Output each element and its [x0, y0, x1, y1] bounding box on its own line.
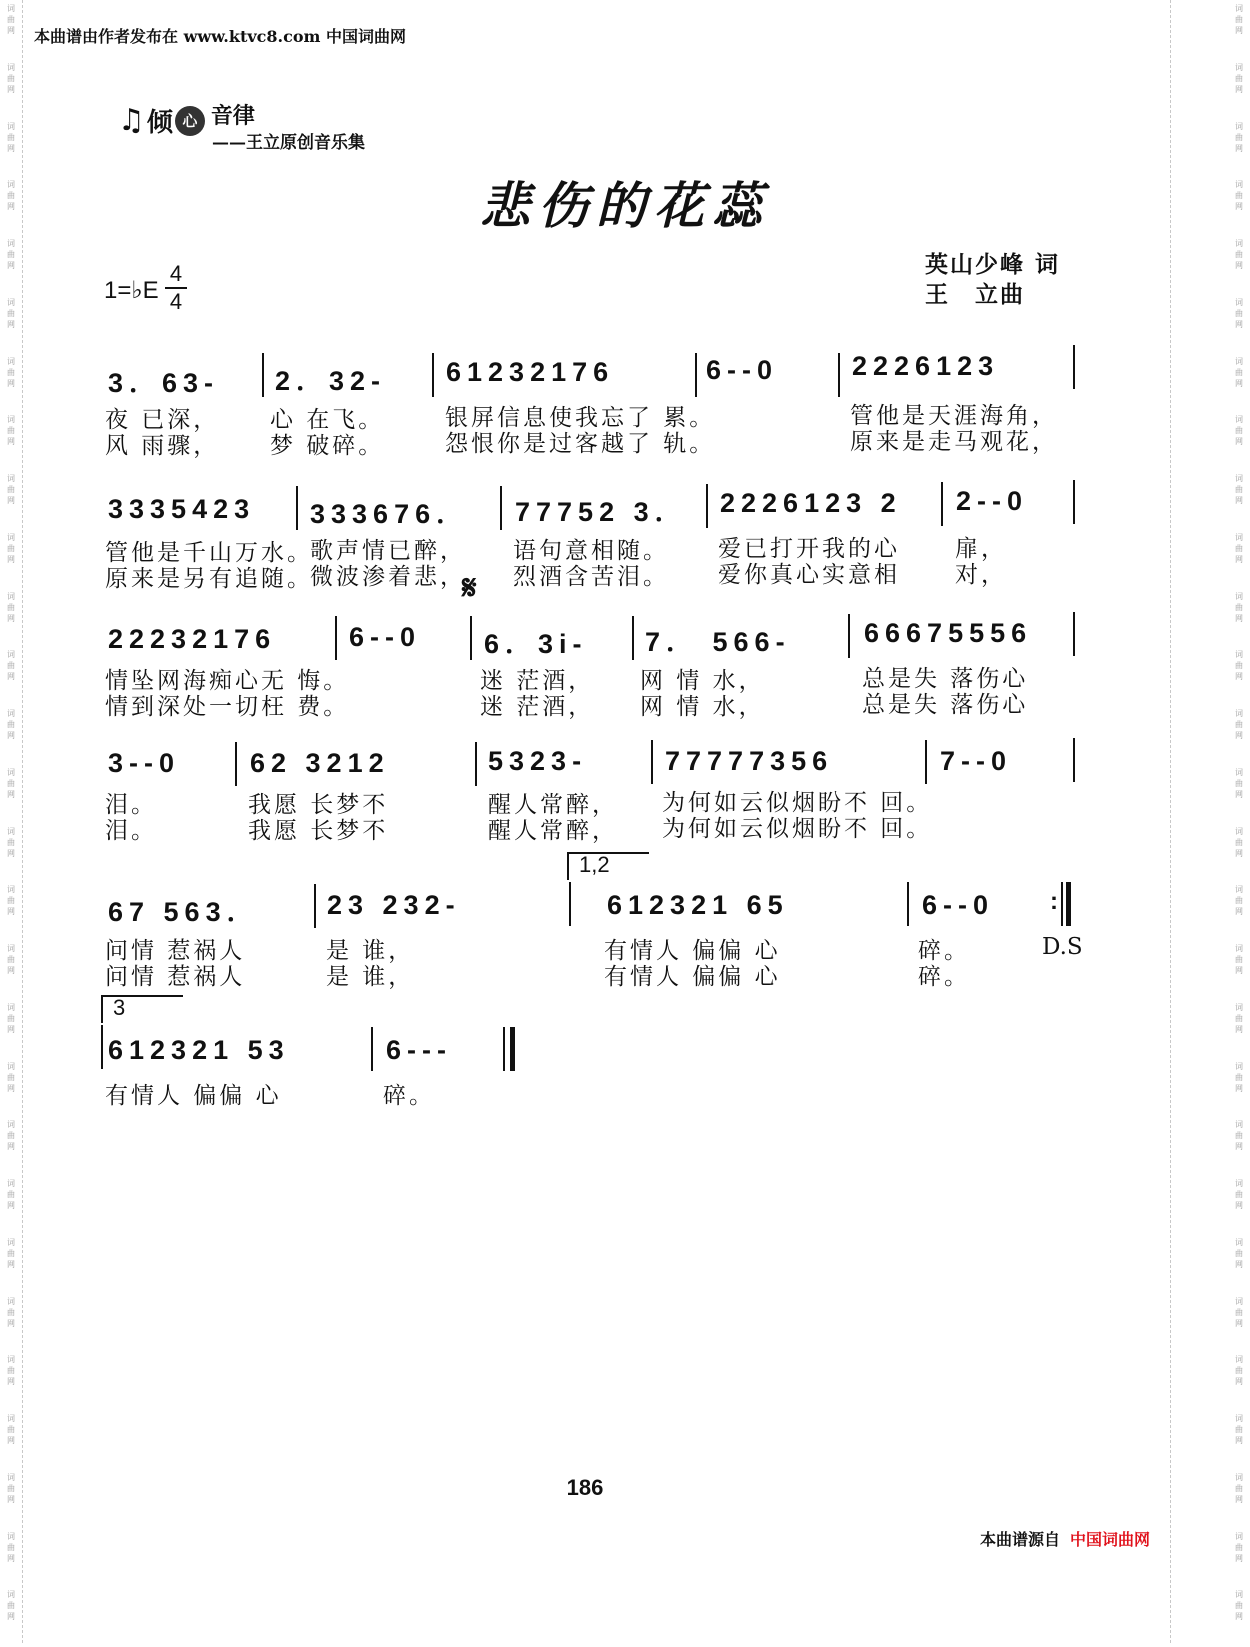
measure-notes: 3．63-: [108, 368, 220, 398]
barline: [907, 882, 909, 926]
measure-notes: 2226123: [852, 351, 1000, 381]
watermark-char: 词: [1235, 297, 1243, 307]
source-brand: 中国词曲网: [1070, 1530, 1151, 1549]
watermark-char: 词: [1235, 1237, 1243, 1247]
barline: [1073, 345, 1075, 389]
watermark-char: 词: [1235, 1120, 1243, 1130]
watermark-char: 网: [1235, 1436, 1243, 1445]
watermark-char: 网: [7, 1494, 15, 1504]
watermark-char: 曲: [7, 1072, 15, 1082]
time-sig-top: 4: [169, 261, 183, 286]
watermark-char: 曲: [1235, 955, 1243, 964]
barline: [569, 882, 571, 926]
measure-notes: 7． 566-: [645, 627, 791, 657]
watermark-char: 词: [1235, 1590, 1243, 1600]
watermark-char: 网: [7, 554, 15, 564]
watermark-char: 词: [1235, 4, 1243, 13]
watermark-char: 词: [7, 4, 15, 13]
watermark-char: 词: [1235, 591, 1243, 601]
watermark-char: 曲: [7, 955, 15, 964]
barline: [500, 486, 502, 530]
barline: [941, 482, 943, 526]
watermark-char: 网: [7, 789, 15, 799]
watermark-char: 词: [1235, 532, 1243, 542]
watermark-char: 词: [7, 1355, 15, 1365]
watermark-char: 曲: [7, 132, 15, 142]
watermark-char: 词: [1235, 1002, 1243, 1012]
barline: [262, 353, 264, 397]
repeat-dots: :: [1050, 888, 1058, 915]
watermark-char: 曲: [1235, 1542, 1243, 1552]
repeat-end-barline: [1066, 882, 1071, 926]
watermark-char: 网: [1235, 1083, 1243, 1093]
watermark-char: 曲: [1235, 1366, 1243, 1376]
watermark-char: 曲: [1235, 367, 1243, 377]
barline: [314, 884, 316, 928]
measure-notes: 2--0: [956, 486, 1029, 516]
watermark-char: 网: [7, 613, 15, 623]
watermark-char: 曲: [1235, 1248, 1243, 1258]
volta-bracket-3: [101, 995, 183, 1023]
source-notice: 本曲谱由作者发布在 www.ktvc8.com 中国词曲网: [34, 27, 406, 46]
lyric-verse-2: 梦 破碎。: [270, 433, 385, 459]
watermark-char: 网: [7, 1024, 15, 1034]
watermark-char: 网: [1235, 378, 1243, 388]
lyric-verse-1: 醒人常醉，: [488, 792, 618, 818]
watermark-char: 词: [1235, 62, 1243, 72]
watermark-char: 曲: [7, 720, 15, 729]
measure-notes: 22232176: [108, 624, 277, 654]
watermark-char: 曲: [7, 1425, 15, 1434]
watermark-char: 曲: [7, 485, 15, 494]
watermark-char: 词: [1235, 1179, 1243, 1188]
watermark-char: 网: [7, 1259, 15, 1269]
watermark-char: 网: [1235, 26, 1243, 35]
watermark-char: 曲: [1235, 661, 1243, 671]
watermark-char: 网: [7, 202, 15, 212]
watermark-char: 网: [7, 1377, 15, 1387]
lyric-verse-2: 原来是另有追随。: [105, 566, 313, 592]
time-sig-bottom: 4: [169, 289, 183, 314]
composer-credit: 王 立曲: [925, 281, 1025, 308]
watermark-char: 网: [1235, 1201, 1243, 1210]
watermark-char: 曲: [1235, 250, 1243, 259]
watermark-char: 网: [1235, 202, 1243, 212]
watermark-char: 网: [1235, 143, 1243, 153]
lyric-verse-1: 管他是千山万水。: [105, 540, 313, 566]
measure-notes: 612321 53: [108, 1035, 290, 1065]
lyric-verse-1: 心 在飞。: [270, 407, 385, 433]
series-name-c: 音律: [210, 103, 255, 129]
measure-notes: 6--0: [922, 890, 995, 920]
watermark-char: 词: [1235, 1061, 1243, 1071]
barline: [432, 353, 434, 397]
watermark-char: 曲: [7, 1131, 15, 1141]
lyric-verse-1: 网 情 水，: [640, 668, 765, 694]
lyric-verse-2: 对，: [955, 562, 1007, 588]
barline: [235, 742, 237, 786]
lyric-verse-1: 迷 茫酒，: [480, 668, 595, 694]
watermark-char: 曲: [1235, 543, 1243, 553]
score-row-6: [0, 1025, 1250, 1225]
lyric-verse-1: 问情 惹祸人: [105, 938, 246, 964]
lyric-verse-1: 碎。: [918, 938, 970, 964]
watermark-char: 词: [7, 121, 15, 131]
watermark-char: 曲: [7, 1601, 15, 1611]
watermark-char: 词: [7, 62, 15, 72]
barline: [706, 484, 708, 528]
watermark-char: 曲: [7, 308, 15, 318]
lyric-verse-2: 是 谁，: [326, 964, 415, 990]
measure-notes: 6--0: [349, 622, 422, 652]
watermark-char: 网: [1235, 613, 1243, 623]
lyric-verse-2: 微波渗着悲，: [310, 564, 466, 590]
watermark-char: 网: [1235, 554, 1243, 564]
measure-notes: 2．32-: [275, 366, 387, 396]
watermark-char: 曲: [7, 250, 15, 259]
watermark-char: 词: [1235, 1472, 1243, 1482]
barline: [651, 740, 653, 784]
lyric-verse-1: 有情人 偏偏 心: [105, 1083, 282, 1109]
watermark-char: 网: [1235, 672, 1243, 682]
watermark-char: 网: [7, 261, 15, 270]
series-name-b: 心: [175, 106, 205, 136]
watermark-char: 网: [1235, 731, 1243, 740]
watermark-char: 词: [7, 1414, 15, 1423]
watermark-char: 词: [7, 709, 15, 718]
lyric-verse-2: 网 情 水，: [640, 694, 765, 720]
watermark-char: 曲: [1235, 1131, 1243, 1141]
barline: [925, 740, 927, 784]
segno-sign: 𝄋: [462, 568, 477, 608]
watermark-char: 词: [7, 1120, 15, 1130]
watermark-char: 曲: [7, 73, 15, 83]
watermark-char: 词: [1235, 709, 1243, 718]
lyric-verse-2: 原来是走马观花，: [850, 429, 1058, 455]
watermark-char: 曲: [7, 367, 15, 377]
barline: [371, 1027, 373, 1071]
lyric-verse-1: 夜 已深，: [105, 407, 220, 433]
lyric-verse-1: 银屏信息使我忘了 累。: [445, 405, 716, 431]
watermark-char: 词: [1235, 767, 1243, 777]
lyric-verse-2: 醒人常醉，: [488, 818, 618, 844]
barline: [503, 1027, 505, 1071]
lyric-verse-1: 我愿 长梦不: [248, 792, 389, 818]
watermark-char: 网: [7, 907, 15, 917]
watermark-char: 网: [1235, 1024, 1243, 1034]
barline: [838, 353, 840, 397]
lyric-verse-2: 风 雨骤，: [105, 433, 220, 459]
barline: [470, 616, 472, 660]
watermark-char: 曲: [1235, 1425, 1243, 1434]
measure-notes: 3335423: [108, 494, 256, 524]
watermark-char: 曲: [7, 837, 15, 847]
barline: [101, 1025, 103, 1069]
watermark-char: 词: [7, 415, 15, 425]
barline: [1061, 882, 1063, 926]
lyric-verse-2: 为何如云似烟盼不 回。: [662, 816, 933, 842]
barline: [296, 486, 298, 530]
watermark-char: 词: [1235, 1296, 1243, 1306]
watermark-char: 曲: [7, 1542, 15, 1552]
series-subtitle: ——王立原创音乐集: [212, 133, 365, 153]
watermark-char: 网: [1235, 1318, 1243, 1328]
watermark-char: 网: [1235, 907, 1243, 917]
watermark-char: 网: [1235, 496, 1243, 505]
watermark-char: 曲: [1235, 426, 1243, 436]
final-barline: [510, 1027, 515, 1071]
source-footer: [980, 1527, 1150, 1550]
lyric-verse-1: 歌声情已醉，: [310, 538, 466, 564]
watermark-char: 曲: [7, 1307, 15, 1317]
watermark-char: 词: [7, 1296, 15, 1306]
watermark-char: 曲: [1235, 191, 1243, 201]
measure-notes: 612321 65: [607, 890, 789, 920]
watermark-char: 词: [1235, 121, 1243, 131]
watermark-char: 曲: [1235, 1190, 1243, 1199]
watermark-char: 曲: [1235, 602, 1243, 612]
watermark-char: 曲: [1235, 1601, 1243, 1611]
watermark-char: 词: [7, 356, 15, 366]
measure-notes: 333676．: [310, 499, 470, 529]
watermark-char: 网: [7, 1436, 15, 1445]
lyric-verse-2: 我愿 长梦不: [248, 818, 389, 844]
barline: [1073, 612, 1075, 656]
watermark-char: 词: [1235, 415, 1243, 425]
watermark-char: 网: [1235, 789, 1243, 799]
watermark-char: 网: [7, 437, 15, 447]
volta-bracket-1-2: [567, 852, 649, 880]
watermark-char: 曲: [7, 426, 15, 436]
measure-notes: 2226123 2: [720, 488, 902, 518]
measure-notes: 67 563．: [108, 897, 260, 927]
watermark-char: 词: [1235, 1355, 1243, 1365]
lyric-verse-2: 怨恨你是过客越了 轨。: [445, 431, 716, 457]
watermark-char: 词: [7, 1531, 15, 1541]
watermark-char: 网: [7, 966, 15, 975]
watermark-char: 网: [7, 1201, 15, 1210]
barline: [475, 742, 477, 786]
watermark-char: 词: [7, 1590, 15, 1600]
watermark-char: 词: [1235, 474, 1243, 483]
watermark-char: 词: [1235, 944, 1243, 953]
lyric-verse-2: 烈酒含苦泪。: [513, 564, 669, 590]
lyricist-credit: 英山少峰 词: [925, 251, 1061, 278]
watermark-char: 曲: [7, 191, 15, 201]
watermark-char: 词: [7, 767, 15, 777]
watermark-char: 网: [7, 496, 15, 505]
measure-notes: 6--0: [706, 355, 779, 385]
series-name-a: 倾: [146, 108, 173, 138]
watermark-char: 词: [7, 650, 15, 660]
watermark-char: 网: [1235, 1142, 1243, 1152]
watermark-char: 网: [1235, 1259, 1243, 1269]
page-number: 186: [566, 1475, 604, 1500]
key-signature: 1=♭E: [104, 277, 159, 304]
watermark-char: 词: [7, 532, 15, 542]
watermark-char: 词: [7, 591, 15, 601]
watermark-char: 词: [1235, 356, 1243, 366]
measure-notes: 77777356: [665, 746, 834, 776]
watermark-char: 词: [1235, 239, 1243, 248]
lyric-verse-1: 扉，: [955, 536, 1007, 562]
watermark-char: 词: [1235, 650, 1243, 660]
watermark-char: 网: [7, 672, 15, 682]
watermark-char: 网: [1235, 1377, 1243, 1387]
measure-notes: 23 232-: [327, 890, 461, 920]
watermark-char: 网: [7, 1318, 15, 1328]
lyric-verse-1: 碎。: [383, 1083, 435, 1109]
watermark-char: 网: [1235, 261, 1243, 270]
watermark-char: 网: [7, 731, 15, 740]
watermark-char: 曲: [1235, 15, 1243, 24]
measure-notes: 77752 3．: [515, 497, 688, 527]
watermark-char: 网: [7, 848, 15, 858]
watermark-char: 网: [7, 143, 15, 153]
barline: [848, 614, 850, 658]
lyric-verse-2: 碎。: [918, 964, 970, 990]
song-title: 悲伤的花蕊: [480, 176, 770, 235]
watermark-char: 词: [7, 1179, 15, 1188]
watermark-char: 网: [7, 378, 15, 388]
lyric-verse-1: 泪。: [105, 792, 157, 818]
measure-notes: 66675556: [864, 618, 1033, 648]
volta-label: 3: [113, 995, 126, 1020]
measure-notes: 3--0: [108, 748, 181, 778]
measure-notes: 62 3212: [250, 748, 390, 778]
watermark-char: 词: [7, 826, 15, 836]
lyric-verse-1: 爱已打开我的心: [718, 536, 900, 562]
lyric-verse-1: 是 谁，: [326, 938, 415, 964]
lyric-verse-1: 为何如云似烟盼不 回。: [662, 790, 933, 816]
source-label: 本曲谱源自: [980, 1530, 1061, 1549]
time-signature: [165, 262, 187, 314]
watermark-char: 曲: [1235, 720, 1243, 729]
watermark-char: 曲: [7, 1190, 15, 1199]
watermark-char: 曲: [1235, 1307, 1243, 1317]
watermark-char: 词: [7, 180, 15, 190]
barline: [1073, 480, 1075, 524]
lyric-verse-2: 泪。: [105, 818, 157, 844]
watermark-char: 网: [7, 1142, 15, 1152]
lyric-verse-1: 情坠网海痴心无 悔。: [105, 668, 350, 694]
watermark-char: 曲: [1235, 132, 1243, 142]
watermark-char: 网: [7, 1083, 15, 1093]
watermark-char: 词: [7, 297, 15, 307]
watermark-char: 网: [1235, 1494, 1243, 1504]
measure-notes: 5323-: [488, 746, 588, 776]
watermark-char: 网: [1235, 319, 1243, 329]
watermark-char: 词: [1235, 1531, 1243, 1541]
watermark-char: 网: [7, 319, 15, 329]
watermark-char: 网: [1235, 1612, 1243, 1622]
barline: [632, 616, 634, 660]
watermark-char: 网: [1235, 848, 1243, 858]
watermark-char: 曲: [7, 661, 15, 671]
lyric-verse-1: 管他是天涯海角，: [850, 403, 1058, 429]
lyric-verse-2: 情到深处一切枉 费。: [105, 694, 350, 720]
watermark-char: 网: [7, 84, 15, 94]
lyric-verse-2: 总是失 落伤心: [862, 692, 1029, 718]
dal-segno-mark: D.S: [1042, 934, 1083, 960]
watermark-char: 曲: [7, 778, 15, 788]
watermark-char: 网: [1235, 1553, 1243, 1563]
measure-notes: 7--0: [940, 746, 1013, 776]
watermark-char: 曲: [1235, 1072, 1243, 1082]
barline: [1073, 738, 1075, 782]
lyric-verse-1: 语句意相随。: [513, 538, 669, 564]
lyric-verse-2: 问情 惹祸人: [105, 964, 246, 990]
watermark-char: 曲: [7, 543, 15, 553]
lyric-verse-2: 爱你真心实意相: [718, 562, 900, 588]
watermark-char: 曲: [7, 896, 15, 906]
watermark-char: 词: [7, 944, 15, 953]
watermark-char: 曲: [1235, 837, 1243, 847]
music-note-icon: ♫: [118, 103, 145, 138]
watermark-char: 词: [1235, 1414, 1243, 1423]
watermark-char: 词: [7, 474, 15, 483]
watermark-char: 网: [1235, 84, 1243, 94]
watermark-char: 词: [7, 1472, 15, 1482]
watermark-char: 曲: [1235, 896, 1243, 906]
measure-notes: 61232176: [446, 357, 615, 387]
watermark-char: 曲: [1235, 1483, 1243, 1493]
lyric-verse-1: 总是失 落伤心: [862, 666, 1029, 692]
watermark-char: 曲: [1235, 1013, 1243, 1023]
barline: [335, 616, 337, 660]
watermark-char: 网: [7, 26, 15, 35]
watermark-char: 曲: [7, 1483, 15, 1493]
watermark-char: 词: [1235, 180, 1243, 190]
watermark-char: 词: [1235, 885, 1243, 895]
watermark-char: 曲: [7, 1366, 15, 1376]
barline: [695, 353, 697, 397]
watermark-char: 曲: [1235, 73, 1243, 83]
watermark-char: 词: [7, 1061, 15, 1071]
watermark-char: 曲: [7, 1248, 15, 1258]
watermark-char: 曲: [1235, 778, 1243, 788]
watermark-char: 曲: [7, 1013, 15, 1023]
watermark-char: 曲: [7, 15, 15, 24]
watermark-char: 词: [7, 239, 15, 248]
watermark-char: 曲: [7, 602, 15, 612]
watermark-char: 曲: [1235, 308, 1243, 318]
watermark-char: 网: [7, 1612, 15, 1622]
lyric-verse-2: 有情人 偏偏 心: [604, 964, 781, 990]
watermark-char: 网: [1235, 437, 1243, 447]
watermark-char: 词: [1235, 826, 1243, 836]
watermark-char: 网: [1235, 966, 1243, 975]
watermark-char: 词: [7, 885, 15, 895]
watermark-char: 词: [7, 1237, 15, 1247]
watermark-char: 词: [7, 1002, 15, 1012]
watermark-char: 网: [7, 1553, 15, 1563]
measure-notes: 6．3i-: [484, 629, 588, 659]
lyric-verse-1: 有情人 偏偏 心: [604, 938, 781, 964]
lyric-verse-2: 迷 茫酒，: [480, 694, 595, 720]
measure-notes: 6---: [386, 1035, 452, 1065]
volta-label: 1,2: [579, 852, 610, 877]
watermark-char: 曲: [1235, 485, 1243, 494]
